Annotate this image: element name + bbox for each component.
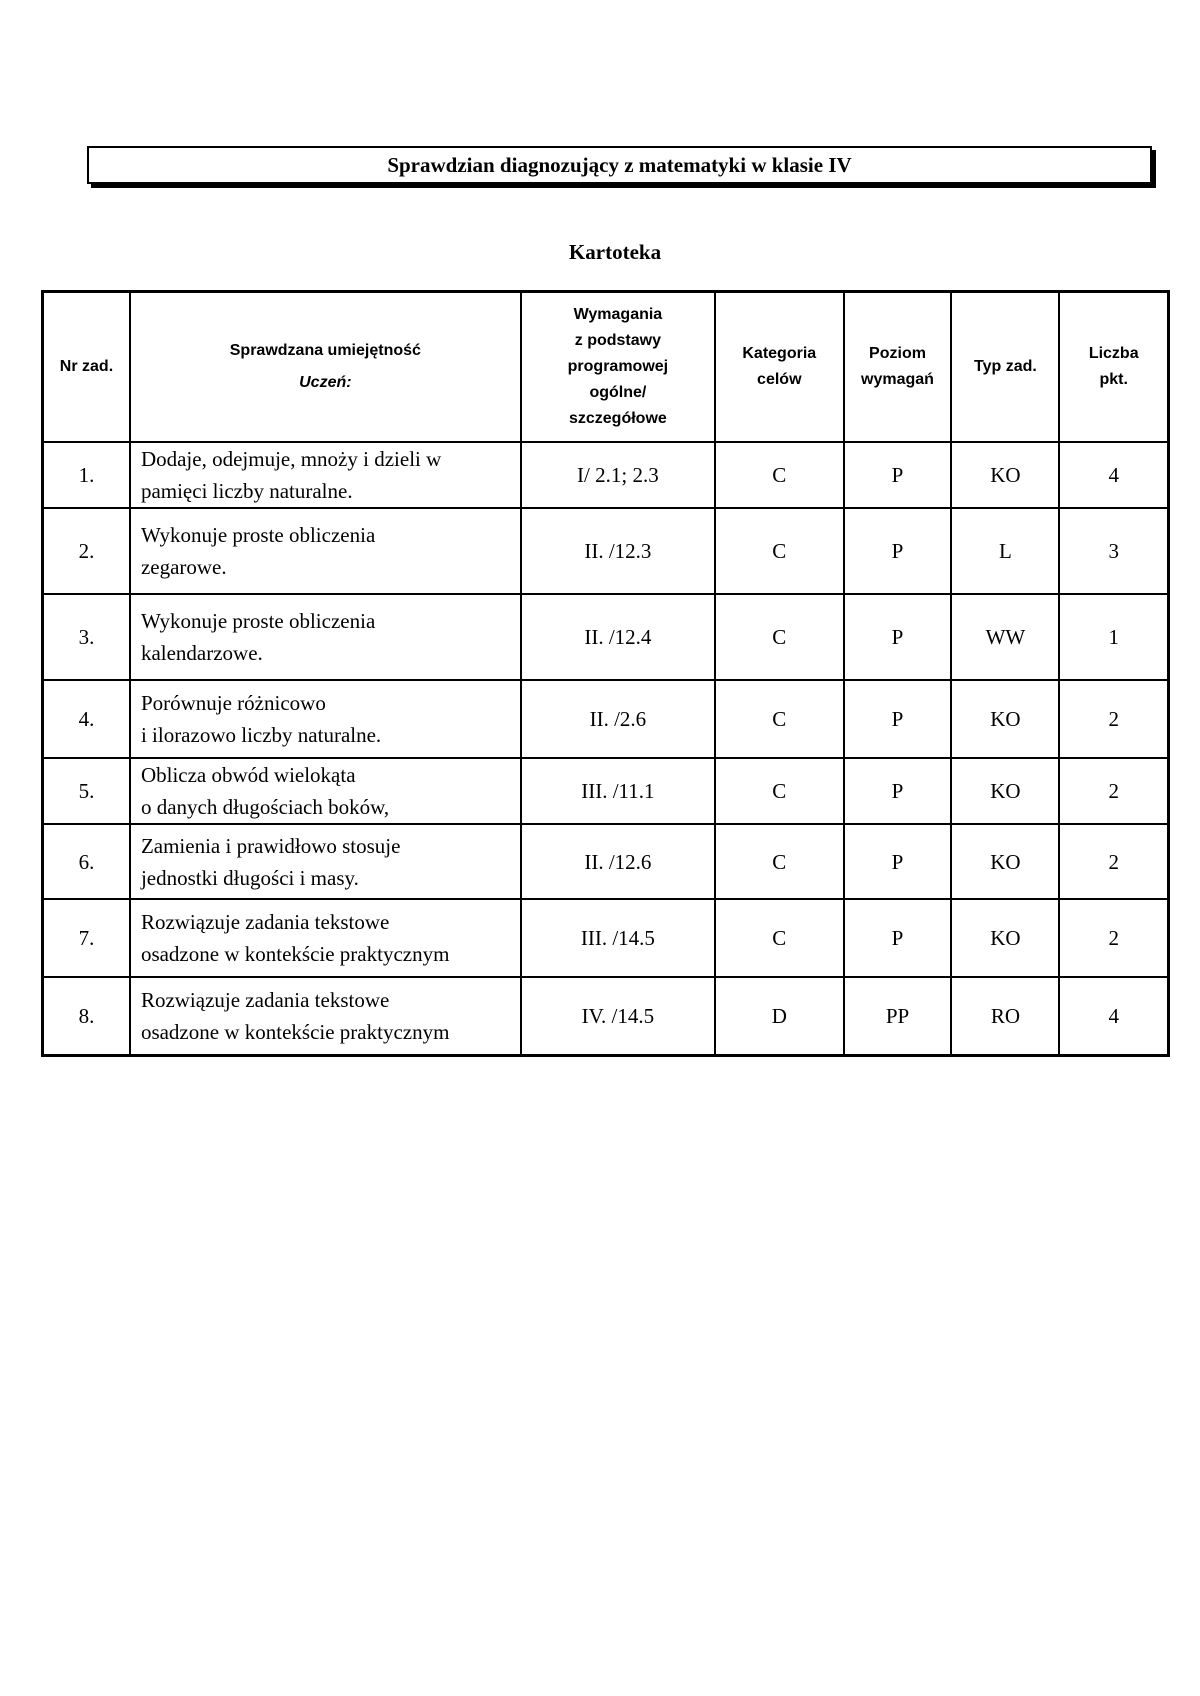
header-points bbox=[1059, 292, 1168, 443]
cell-level: P bbox=[844, 899, 952, 977]
table-row bbox=[43, 680, 1169, 758]
header-level-line: Poziom bbox=[869, 345, 926, 362]
cell-category: C bbox=[715, 758, 843, 824]
header-requirements bbox=[521, 292, 715, 443]
cell-nr: 2. bbox=[43, 508, 130, 594]
skill-line: kalendarzowe. bbox=[140, 641, 263, 665]
table-row bbox=[43, 594, 1169, 680]
skill-line: Zamienia i prawidłowo stosuje bbox=[140, 833, 401, 858]
cell-category: C bbox=[715, 899, 843, 977]
header-req-line: programowej bbox=[567, 358, 669, 375]
cell-category: D bbox=[715, 977, 843, 1056]
skill-line: o danych długościach boków, bbox=[140, 795, 390, 819]
cell-points: 2 bbox=[1059, 899, 1168, 977]
cell-points: 4 bbox=[1059, 977, 1168, 1056]
kartoteka-table bbox=[41, 290, 1170, 1057]
cell-type: RO bbox=[951, 977, 1059, 1056]
cell-skill bbox=[130, 508, 521, 594]
document-subtitle: Kartoteka bbox=[568, 240, 662, 264]
cell-type: KO bbox=[951, 824, 1059, 899]
cell-type: WW bbox=[951, 594, 1059, 680]
table-row bbox=[43, 899, 1169, 977]
header-category bbox=[715, 292, 843, 443]
skill-line: pamięci liczby naturalne. bbox=[140, 479, 353, 503]
cell-points: 2 bbox=[1059, 680, 1168, 758]
cell-level: PP bbox=[844, 977, 952, 1056]
cell-points: 2 bbox=[1059, 758, 1168, 824]
cell-requirements: III. /14.5 bbox=[521, 899, 715, 977]
skill-line: Rozwiązuje zadania tekstowe bbox=[140, 910, 390, 934]
header-type: Typ zad. bbox=[951, 292, 1059, 443]
header-nr: Nr zad. bbox=[43, 292, 130, 443]
cell-nr: 3. bbox=[43, 594, 130, 680]
cell-requirements: I/ 2.1; 2.3 bbox=[521, 442, 715, 508]
skill-line: Dodaje, odejmuje, mnoży i dzieli w bbox=[140, 447, 442, 471]
table-row bbox=[43, 824, 1169, 899]
table-row bbox=[43, 508, 1169, 594]
cell-level: P bbox=[844, 508, 952, 594]
skill-line: jednostki długości i masy. bbox=[140, 865, 359, 890]
cell-type: KO bbox=[951, 899, 1059, 977]
cell-category: C bbox=[715, 680, 843, 758]
cell-points: 2 bbox=[1059, 824, 1168, 899]
cell-requirements: III. /11.1 bbox=[521, 758, 715, 824]
skill-line: osadzone w kontekście praktycznym bbox=[140, 1020, 450, 1044]
cell-nr: 4. bbox=[43, 680, 130, 758]
cell-nr: 5. bbox=[43, 758, 130, 824]
cell-type: KO bbox=[951, 758, 1059, 824]
cell-skill bbox=[130, 680, 521, 758]
cell-points: 1 bbox=[1059, 594, 1168, 680]
cell-requirements: IV. /14.5 bbox=[521, 977, 715, 1056]
cell-requirements: II. /12.6 bbox=[521, 824, 715, 899]
cell-level: P bbox=[844, 594, 952, 680]
cell-skill bbox=[130, 442, 521, 508]
cell-skill bbox=[130, 594, 521, 680]
cell-nr: 6. bbox=[43, 824, 130, 899]
skill-line: zegarowe. bbox=[140, 555, 227, 579]
header-skill bbox=[130, 292, 521, 443]
header-points-line: pkt. bbox=[1099, 371, 1128, 388]
skill-line: Wykonuje proste obliczenia bbox=[140, 609, 376, 633]
header-category-line: celów bbox=[757, 371, 802, 388]
cell-category: C bbox=[715, 594, 843, 680]
skill-line: i ilorazowo liczby naturalne. bbox=[140, 723, 382, 747]
cell-level: P bbox=[844, 824, 952, 899]
cell-requirements: II. /2.6 bbox=[521, 680, 715, 758]
header-points-line: Liczba bbox=[1088, 345, 1139, 362]
header-req-line: Wymagania bbox=[573, 306, 663, 323]
cell-skill bbox=[130, 824, 521, 899]
cell-skill bbox=[130, 899, 521, 977]
cell-level: P bbox=[844, 758, 952, 824]
cell-skill bbox=[130, 758, 521, 824]
cell-points: 4 bbox=[1059, 442, 1168, 508]
header-req-line: ogólne/ bbox=[589, 384, 647, 401]
header-skill-label: Sprawdzana umiejętność bbox=[229, 342, 421, 359]
cell-category: C bbox=[715, 442, 843, 508]
skill-line: Rozwiązuje zadania tekstowe bbox=[140, 988, 390, 1012]
header-req-line: z podstawy bbox=[574, 332, 661, 349]
table-row bbox=[43, 442, 1169, 508]
cell-points: 3 bbox=[1059, 508, 1168, 594]
table-row bbox=[43, 758, 1169, 824]
header-skill-sub: Uczeń: bbox=[299, 374, 352, 391]
skill-line: Wykonuje proste obliczenia bbox=[140, 523, 376, 547]
table-row bbox=[43, 977, 1169, 1056]
cell-category: C bbox=[715, 824, 843, 899]
cell-level: P bbox=[844, 680, 952, 758]
cell-category: C bbox=[715, 508, 843, 594]
skill-line: Porównuje różnicowo bbox=[140, 691, 326, 715]
header-category-line: Kategoria bbox=[742, 345, 817, 362]
cell-skill bbox=[130, 977, 521, 1056]
skill-line: osadzone w kontekście praktycznym bbox=[140, 942, 450, 966]
cell-nr: 1. bbox=[43, 442, 130, 508]
cell-nr: 8. bbox=[43, 977, 130, 1056]
skill-line: Oblicza obwód wielokąta bbox=[140, 763, 356, 787]
cell-type: L bbox=[951, 508, 1059, 594]
header-req-line: szczegółowe bbox=[568, 410, 667, 427]
header-level bbox=[844, 292, 952, 443]
cell-nr: 7. bbox=[43, 899, 130, 977]
document-title-text: Sprawdzian diagnozujący z matematyki w klasie IV bbox=[387, 152, 852, 177]
cell-level: P bbox=[844, 442, 952, 508]
header-level-line: wymagań bbox=[861, 371, 934, 388]
header-row bbox=[43, 292, 1169, 443]
cell-requirements: II. /12.4 bbox=[521, 594, 715, 680]
document-title bbox=[87, 146, 1152, 184]
cell-type: KO bbox=[951, 442, 1059, 508]
cell-requirements: II. /12.3 bbox=[521, 508, 715, 594]
cell-type: KO bbox=[951, 680, 1059, 758]
